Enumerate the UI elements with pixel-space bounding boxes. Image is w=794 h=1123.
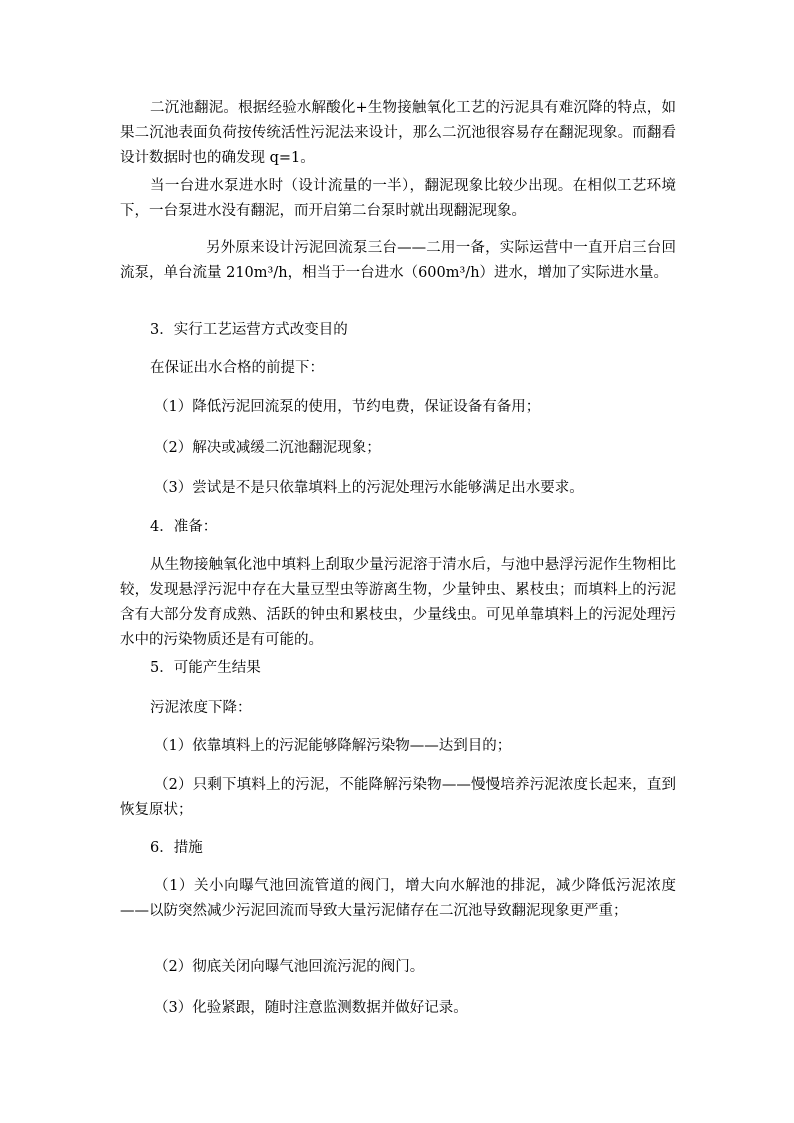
list-item-measure-3: （3）化验紧跟，随时注意监测数据并做好记录。 [154, 1000, 468, 1016]
paragraph-sludge-bulking: 二沉池翻泥。根据经验水解酸化+生物接触氧化工艺的污泥具有难沉降的特点，如果二沉池表面负荷按传统活性污泥法来设计，那么二沉池很容易存在翻泥现象。而翻看设计数据时也的确发现 q=1。 [120, 100, 676, 166]
list-item-result-2: （2）只剩下填料上的污泥，不能降解污染物——慢慢培养污泥浓度长起来，直到恢复原状； [120, 777, 676, 818]
heading-section-6: 6．措施 [150, 840, 203, 856]
paragraph-precondition: 在保证出水合格的前提下： [150, 360, 324, 376]
list-item-goal-3: （3）尝试是不是只依靠填料上的污泥处理污水能够满足出水要求。 [154, 480, 584, 496]
list-item-goal-2: （2）解决或减缓二沉池翻泥现象； [154, 440, 381, 456]
list-item-goal-1: （1）降低污泥回流泵的使用，节约电费，保证设备有备用； [154, 399, 541, 415]
paragraph-return-pumps: 另外原来设计污泥回流泵三台——二用一备，实际运营中一直开启三台回流泵，单台流量 210m³/h，相当于一台进水（600m³/h）进水，增加了实际进水量。 [120, 240, 676, 281]
paragraph-concentration-drop: 污泥浓度下降： [150, 700, 252, 716]
heading-section-4: 4．准备： [150, 519, 218, 535]
heading-section-5: 5．可能产生结果 [150, 660, 261, 676]
list-item-result-1: （1）依靠填料上的污泥能够降解污染物——达到目的； [154, 738, 512, 754]
list-item-measure-1: （1）关小向曝气池回流管道的阀门，增大向水解池的排泥，减少降低污泥浓度——以防突然减少污泥回流而导致大量污泥储存在二沉池导致翻泥现象更严重； [120, 878, 676, 919]
list-item-measure-2: （2）彻底关闭向曝气池回流污泥的阀门。 [154, 959, 425, 975]
paragraph-preparation: 从生物接触氧化池中填料上刮取少量污泥溶于清水后，与池中悬浮污泥作生物相比较，发现悬浮污泥中存在大量豆型虫等游离生物，少量钟虫、累枝虫；而填料上的污泥含有大部分发育成熟、活跃的钟虫和累枝虫，少量线虫。可见单靠填料上的污泥处理污水中的污染物质还是有可能的。 [120, 557, 676, 648]
paragraph-pump-observation: 当一台进水泵进水时（设计流量的一半），翻泥现象比较少出现。在相似工艺环境下，一台泵进水没有翻泥，而开启第二台泵时就出现翻泥现象。 [120, 178, 676, 219]
heading-section-3: 3．实行工艺运营方式改变目的 [150, 322, 348, 338]
